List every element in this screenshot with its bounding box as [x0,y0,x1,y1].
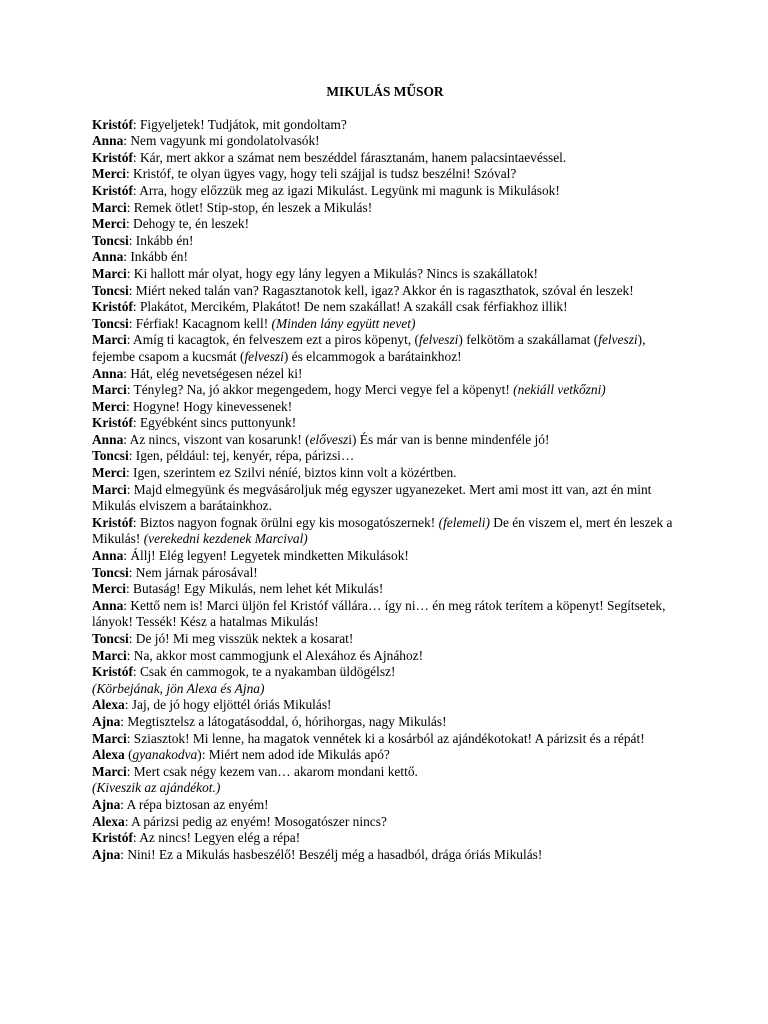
dialogue-text: : Kettő nem is! Marci üljön fel Kristóf vállára… így ni… én meg rátok terítem a köpenyt! Segítsetek, lányok! Tessék! Kész a hatalmas Mikulás! [92,597,666,630]
stage-direction: felveszi [244,348,284,364]
script-body [92,117,678,864]
dialogue-text: : Inkább én! [123,249,188,265]
dialogue-text: ) és elcammogok a barátainkhoz! [283,348,462,364]
speaker-name: Merci [92,465,126,481]
dialogue-line [92,133,678,150]
stage-direction: elővesz [309,431,349,447]
stage-direction: (felemeli) [438,514,490,530]
dialogue-text: : Inkább én! [128,232,194,248]
dialogue-text: : Igen, például: tej, kenyér, répa, párizsi… [128,448,355,464]
dialogue-text: : De jó! Mi meg visszük nektek a kosarat! [128,631,354,646]
dialogue-line [92,631,678,648]
dialogue-text: : Biztos nagyon fognak örülni egy kis mosogatószernek! [132,514,439,530]
speaker-name: Merci [92,398,126,414]
dialogue-text: ), fejembe csapom a kucsmát ( [92,332,646,364]
speaker-name: Anna [92,548,124,564]
speaker-name: Anna [92,133,124,149]
dialogue-text: : A párizsi pedig az enyém! Mosogatószer nincs? [124,813,387,829]
dialogue-line [92,266,678,283]
dialogue-text: ( [124,747,133,763]
speaker-name: Toncsi [92,564,129,580]
dialogue-text: : Megtisztelsz a látogatásoddal, ó, hórihorgas, nagy Mikulás! [120,713,447,729]
speaker-name: Kristóf [92,299,133,315]
speaker-name: Anna [92,597,124,613]
dialogue-text: ) felkötöm a szakállamat ( [458,332,599,348]
dialogue-text: : Állj! Elég legyen! Legyetek mindketten Mikulások! [123,548,409,564]
dialogue-line [92,780,678,797]
dialogue-line [92,448,678,465]
speaker-name: Toncsi [92,631,129,646]
dialogue-line [92,432,678,449]
dialogue-text: : Nem vagyunk mi gondolatolvasók! [123,133,320,149]
dialogue-text: : Jaj, de jó hogy eljöttél óriás Mikulás! [124,697,332,713]
speaker-name: Anna [92,365,124,381]
dialogue-line [92,830,678,847]
dialogue-text: : Hát, elég nevetségesen nézel ki! [123,365,303,381]
dialogue-text: : Tényleg? Na, jó akkor megengedem, hogy Merci vegye fel a köpenyt! [126,382,514,398]
speaker-name: Alexa [92,747,125,763]
dialogue-text: : Arra, hogy előzzük meg az igazi Mikulást. Legyünk mi magunk is Mikulások! [132,182,560,198]
dialogue-text: : Nini! Ez a Mikulás hasbeszélő! Beszélj még a hasadból, drága óriás Mikulás! [120,846,543,862]
dialogue-line [92,382,678,399]
speaker-name: Merci [92,216,126,232]
dialogue-line [92,648,678,665]
dialogue-line [92,548,678,565]
speaker-name: Alexa [92,813,125,829]
speaker-name: Merci [92,581,126,597]
dialogue-line [92,415,678,432]
speaker-name: Alexa [92,697,125,713]
dialogue-text: : Hogyne! Hogy kinevessenek! [125,398,293,414]
dialogue-text: : Figyeljetek! Tudjátok, mit gondoltam? [132,116,347,132]
page-title: MIKULÁS MŰSOR [326,84,444,99]
speaker-name: Marci [92,382,127,398]
dialogue-text: i) És már van is benne mindenféle jó! [348,431,550,447]
dialogue-text: : Butaság! Egy Mikulás, nem lehet két Mikulás! [125,581,384,597]
dialogue-line [92,847,678,864]
dialogue-line [92,565,678,582]
stage-direction: (verekedni kezdenek Marcival) [143,531,308,547]
dialogue-text: : Egyébként sincs puttonyunk! [132,415,297,431]
dialogue-text: : Az nincs! Legyen elég a répa! [132,830,301,846]
dialogue-text: ): Miért nem adod ide Mikulás apó? [197,747,390,763]
speaker-name: Kristóf [92,514,133,530]
dialogue-line [92,332,678,365]
dialogue-line [92,166,678,183]
speaker-name: Ajna [92,713,121,729]
dialogue-line [92,183,678,200]
dialogue-line [92,299,678,316]
dialogue-line [92,366,678,383]
stage-direction: felveszi [598,332,638,348]
speaker-name: Ajna [92,796,121,812]
stage-direction: (Körbejának, jön Alexa és Ajna) [92,680,265,696]
dialogue-line [92,233,678,250]
dialogue-text: : Nem járnak párosával! [128,564,258,580]
dialogue-line [92,482,678,515]
dialogue-line [92,664,678,681]
speaker-name: Marci [92,647,127,663]
speaker-name: Merci [92,166,126,182]
speaker-name: Kristóf [92,149,133,165]
dialogue-text: De én viszem el, mert én leszek a Mikulás! [92,514,673,547]
dialogue-line [92,283,678,300]
dialogue-line [92,747,678,764]
dialogue-text: : Miért neked talán van? Ragasztanotok kell, igaz? Akkor én is ragaszthatok, szóval én leszek! [128,282,634,298]
dialogue-line [92,714,678,731]
dialogue-line [92,316,678,333]
speaker-name: Kristóf [92,830,133,846]
speaker-name: Toncsi [92,448,129,464]
dialogue-text: : Az nincs, viszont van kosarunk! ( [123,431,310,447]
dialogue-text: : Kár, mert akkor a számat nem beszéddel fárasztanám, hanem palacsintaevéssel. [132,149,567,165]
speaker-name: Toncsi [92,315,129,331]
dialogue-line [92,117,678,134]
dialogue-line [92,200,678,217]
dialogue-text: : Férfiak! Kacagnom kell! [128,315,272,331]
speaker-name: Kristóf [92,116,133,132]
speaker-name: Kristóf [92,415,133,431]
dialogue-text: : Mert csak négy kezem van… akarom mondani kettő. [126,763,418,779]
dialogue-text: : Sziasztok! Mi lenne, ha magatok vennétek ki a kosárból az ajándékotokat! A párizsit és a répát! [126,730,645,746]
dialogue-line [92,150,678,167]
speaker-name: Anna [92,249,124,265]
speaker-name: Anna [92,431,124,447]
dialogue-text: : Csak én cammogok, te a nyakamban üldögélsz! [132,664,396,680]
speaker-name: Marci [92,332,127,348]
dialogue-text: : Plakátot, Mercikém, Plakátot! De nem szakállat! A szakáll csak férfiakhoz illik! [132,299,568,315]
dialogue-line [92,814,678,831]
dialogue-text: : Igen, szerintem ez Szilvi néníé, biztos kinn volt a közértben. [125,465,457,481]
dialogue-text: : Na, akkor most cammogjunk el Alexához és Ajnához! [126,647,424,663]
speaker-name: Marci [92,481,127,497]
speaker-name: Kristóf [92,182,133,198]
dialogue-text: : Dehogy te, én leszek! [125,216,250,232]
dialogue-line [92,697,678,714]
stage-direction: gyanakodva [132,747,198,763]
dialogue-line [92,515,678,548]
speaker-name: Marci [92,763,127,779]
dialogue-text: : Majd elmegyünk és megvásároljuk még egyszer ugyanezeket. Mert ami most itt van, azt én mint Mikulás elviszem a barátainkhoz. [92,481,652,514]
dialogue-line [92,797,678,814]
dialogue-text: : Amíg ti kacagtok, én felveszem ezt a piros köpenyt, ( [126,332,419,348]
stage-direction: (Kiveszik az ajándékot.) [92,780,221,796]
speaker-name: Marci [92,730,127,746]
dialogue-line [92,465,678,482]
dialogue-text: : A répa biztosan az enyém! [120,796,269,812]
dialogue-line [92,216,678,233]
dialogue-line [92,681,678,698]
dialogue-line [92,581,678,598]
dialogue-text: : Ki hallott már olyat, hogy egy lány legyen a Mikulás? Nincs is szakállatok! [126,265,538,281]
speaker-name: Marci [92,265,127,281]
speaker-name: Toncsi [92,282,129,298]
stage-direction: felveszi [418,332,459,348]
speaker-name: Kristóf [92,664,133,680]
dialogue-line [92,731,678,748]
dialogue-line [92,764,678,781]
stage-direction: (Minden lány együtt nevet) [271,315,416,331]
dialogue-line [92,249,678,266]
document-page [92,84,678,863]
dialogue-text: : Remek ötlet! Stip-stop, én leszek a Mikulás! [126,199,373,215]
speaker-name: Marci [92,199,127,215]
dialogue-line [92,399,678,416]
stage-direction: (nekiáll vetkőzni) [513,382,606,398]
dialogue-line [92,598,678,631]
speaker-name: Toncsi [92,232,129,248]
dialogue-text: : Kristóf, te olyan ügyes vagy, hogy teli szájjal is tudsz beszélni! Szóval? [125,166,517,182]
speaker-name: Ajna [92,846,121,862]
